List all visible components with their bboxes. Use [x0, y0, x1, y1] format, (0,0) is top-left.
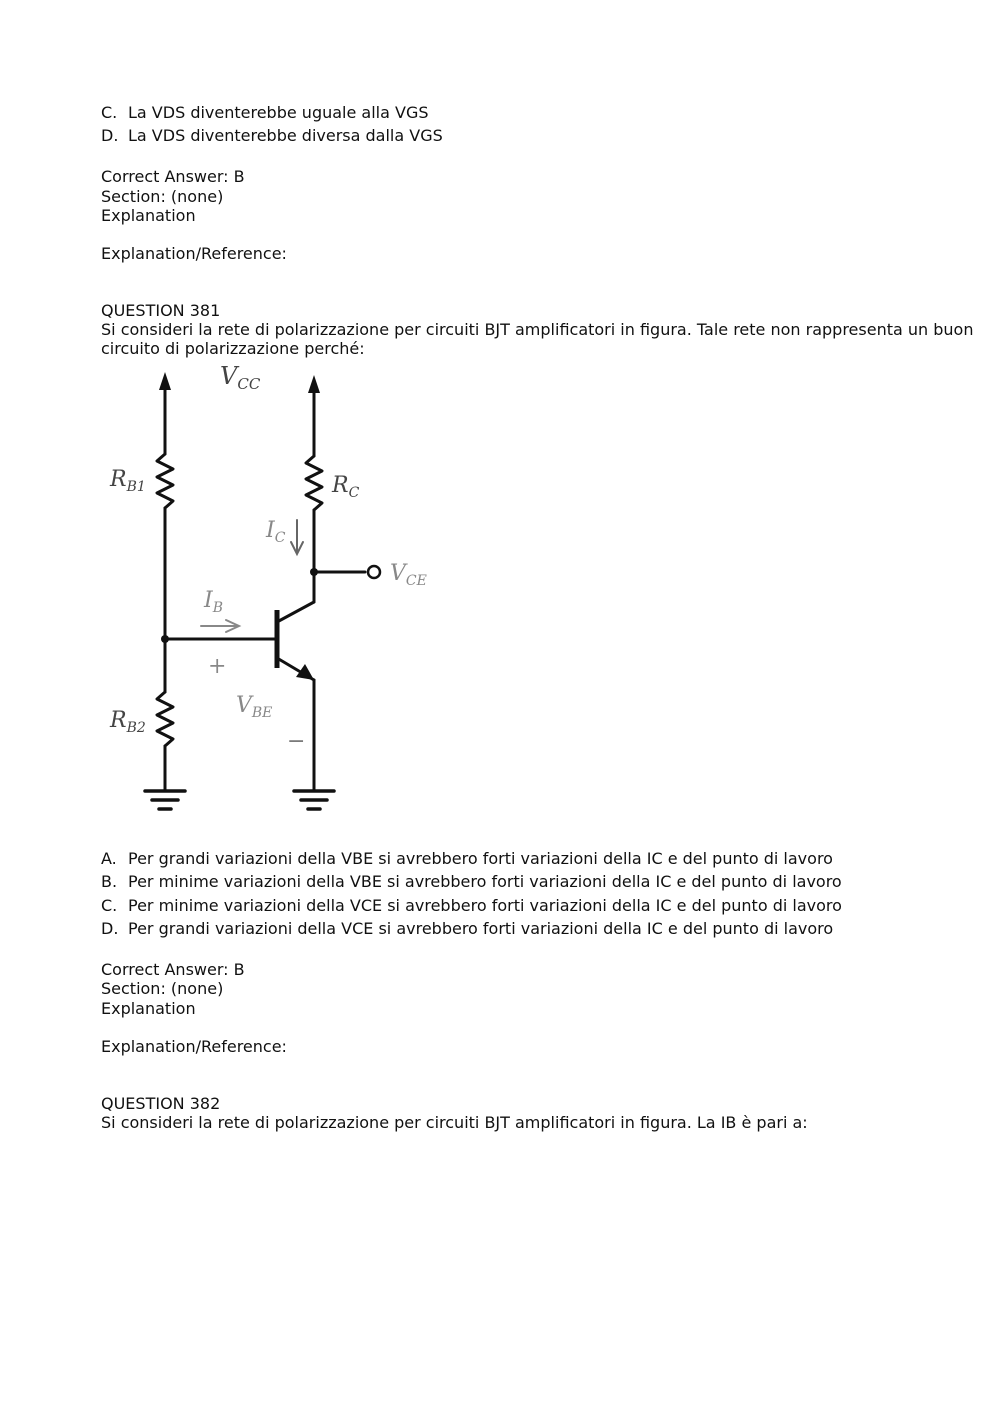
question-title: QUESTION 382: [101, 1094, 221, 1113]
minus-sign: −: [287, 729, 306, 754]
option-text: La VDS diventerebbe diversa dalla VGS: [128, 126, 443, 145]
explanation: Explanation: [101, 999, 196, 1018]
plus-sign: +: [208, 654, 227, 679]
option-text: La VDS diventerebbe uguale alla VGS: [128, 103, 429, 122]
option-d: [101, 126, 443, 146]
ib-label: $I_B$: [204, 588, 223, 616]
option-d: [101, 919, 833, 939]
bjt-bias-circuit-diagram: [100, 362, 440, 817]
option-a: [101, 849, 833, 869]
explanation-reference: Explanation/Reference:: [101, 1037, 287, 1056]
explanation-reference: Explanation/Reference:: [101, 244, 287, 263]
option-text: Per grandi variazioni della VBE si avrebbero forti variazioni della IC e del punto di lavoro: [128, 849, 833, 868]
option-letter: C.: [101, 896, 118, 915]
option-text: Per minime variazioni della VCE si avrebbero forti variazioni della IC e del punto di lavoro: [128, 896, 842, 915]
vce-label: $V_{CE}$: [390, 561, 427, 589]
explanation: Explanation: [101, 206, 196, 225]
option-c: [101, 896, 842, 916]
option-letter: D.: [101, 126, 119, 145]
option-letter: D.: [101, 919, 119, 938]
section: Section: (none): [101, 979, 224, 998]
rb2-label: $R_{B2}$: [110, 708, 146, 736]
option-letter: A.: [101, 849, 117, 868]
question-text: Si consideri la rete di polarizzazione per circuiti BJT amplificatori in figura. La IB è pari a:: [101, 1113, 808, 1132]
correct-answer: Correct Answer: B: [101, 960, 245, 979]
option-c: [101, 103, 429, 123]
option-text: Per grandi variazioni della VCE si avrebbero forti variazioni della IC e del punto di lavoro: [128, 919, 834, 938]
option-letter: C.: [101, 103, 118, 122]
rb1-label: $R_{B1}$: [110, 467, 146, 495]
option-text: Per minime variazioni della VBE si avrebbero forti variazioni della IC e del punto di lavoro: [128, 872, 842, 891]
vbe-label: $V_{BE}$: [236, 693, 273, 721]
question-title: QUESTION 381: [101, 301, 221, 320]
section: Section: (none): [101, 187, 224, 206]
correct-answer: Correct Answer: B: [101, 167, 245, 186]
option-letter: B.: [101, 872, 118, 891]
rc-label: $R_C$: [332, 473, 360, 501]
vcc-label: $V_{CC}$: [220, 362, 261, 393]
question-text: Si consideri la rete di polarizzazione per circuiti BJT amplificatori in figura. Tale rete non rappresenta un buon circuito di polarizzazione perché:: [101, 320, 974, 358]
option-b: [101, 872, 842, 892]
ic-label: $I_C$: [266, 518, 286, 546]
